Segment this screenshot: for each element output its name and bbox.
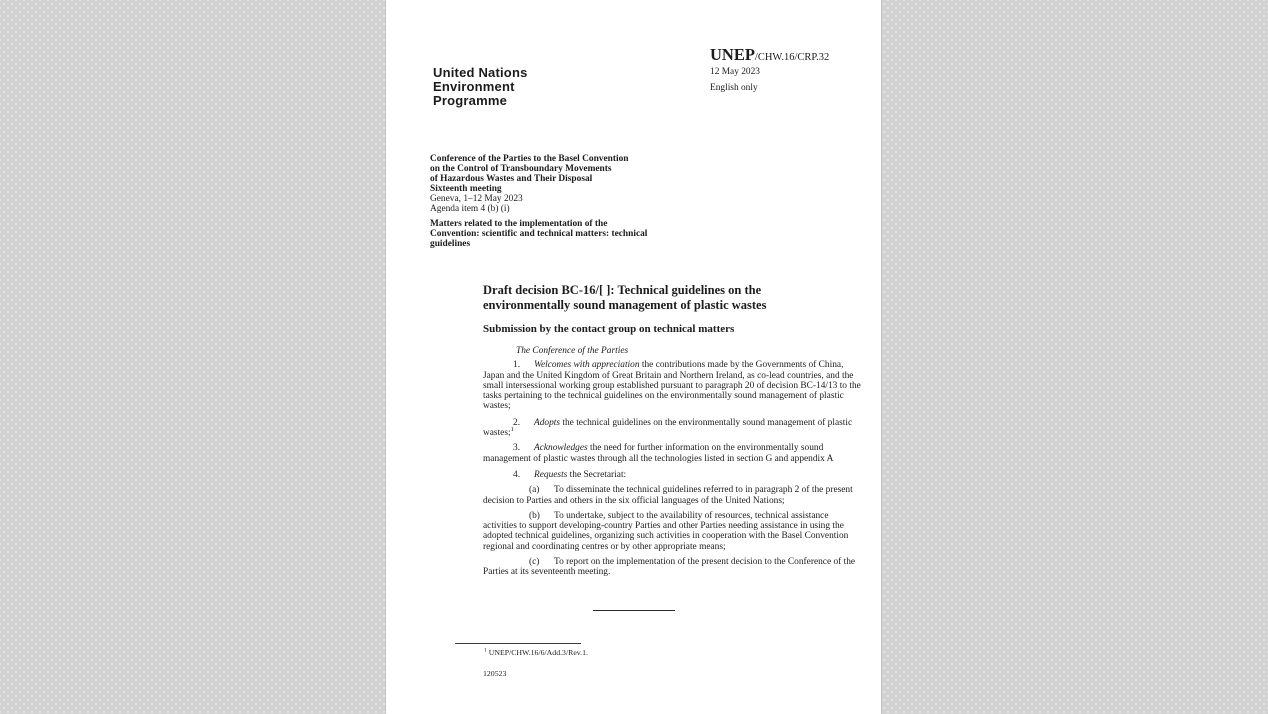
document-language: English only — [710, 83, 758, 93]
decision-paragraph-1 — [483, 360, 863, 411]
paragraph-text: the technical guidelines on the environmentally sound management of plastic wastes; — [483, 417, 853, 439]
document-page — [385, 0, 882, 714]
document-symbol-org: UNEP — [710, 45, 755, 64]
subparagraph-letter: (a) — [529, 485, 540, 496]
agenda-subject-line: guidelines — [430, 239, 471, 249]
subparagraph-text: To report on the implementation of the present decision to the Conference of the Parties at its seventeenth meeting. — [483, 557, 856, 578]
paragraph-lead: Requests — [534, 469, 568, 480]
document-symbol — [710, 45, 829, 65]
meeting-place-date: Geneva, 1–12 May 2023 — [430, 194, 523, 204]
decision-opening: The Conference of the Parties — [516, 346, 629, 356]
footnote-text: UNEP/CHW.16/6/Add.3/Rev.1. — [486, 648, 588, 657]
decision-paragraph-4 — [483, 470, 863, 480]
decision-subtitle: Submission by the contact group on technical matters — [483, 323, 735, 335]
subparagraph-text: To undertake, subject to the availability of resources, technical assistance activities to support developing-country Parties and other Parties needing assistance in using the adopted technical guidelines, organizing such activities in cooperation with the Basel Convention regional and coordinating centres or by other appropriate means; — [483, 510, 849, 552]
meeting-line: on the Control of Transboundary Movements — [430, 164, 612, 174]
paragraph-number: 2. — [513, 417, 521, 428]
paragraph-lead: Adopts — [534, 417, 561, 428]
meeting-block — [430, 154, 690, 249]
paragraph-lead: Welcomes with appreciation — [534, 360, 640, 371]
paragraph-lead: Acknowledges — [534, 443, 588, 454]
org-name-line: Environment — [433, 79, 515, 94]
decision-paragraph-3 — [483, 443, 863, 464]
paragraph-number: 4. — [513, 469, 521, 480]
paragraph-text: the need for further information on the environmentally sound management of plastic wastes through all the technologies listed in section G and appendix A — [483, 443, 834, 464]
org-name — [433, 66, 528, 108]
agenda-item: Agenda item 4 (b) (i) — [430, 204, 510, 214]
document-id-footer: 120523 — [483, 669, 507, 678]
document-date: 12 May 2023 — [710, 67, 760, 77]
agenda-subject — [430, 219, 690, 249]
subparagraph-letter: (c) — [529, 557, 540, 568]
decision-paragraph-2 — [483, 418, 863, 439]
decision-subparagraph-b — [483, 511, 863, 552]
meeting-line: Conference of the Parties to the Basel Convention — [430, 154, 629, 164]
document-symbol-number: /CHW.16/CRP.32 — [754, 52, 830, 63]
agenda-subject-line: Matters related to the implementation of the — [430, 219, 608, 229]
org-name-line: United Nations — [433, 65, 528, 80]
decision-title-line: environmentally sound management of plastic wastes — [483, 298, 767, 312]
subparagraph-text: To disseminate the technical guidelines referred to in paragraph 2 of the present decision to Parties and others in the six official languages of the United Nations; — [483, 485, 853, 506]
footnote-reference: 1 — [510, 425, 514, 433]
paragraph-text: the contributions made by the Governments of China, Japan and the United Kingdom of Great Britain and Northern Ireland, as co-lead countries, and the small intersessional working group established pursuant to paragraph 20 of decision BC-14/13 to the tasks pertaining to the technical guidelines on the environmentally sound management of plastic wastes; — [483, 360, 861, 412]
paragraph-number: 1. — [513, 360, 521, 371]
org-name-line: Programme — [433, 93, 508, 108]
meeting-name: Sixteenth meeting — [430, 184, 502, 194]
paragraph-text: the Secretariat: — [567, 469, 627, 480]
decision-title-line: Draft decision BC-16/[ ]: Technical guidelines on the — [483, 283, 762, 297]
meeting-line: of Hazardous Wastes and Their Disposal — [430, 174, 593, 184]
footnote-separator-rule — [455, 643, 581, 644]
footnote-number: 1 — [484, 647, 487, 654]
decision-body — [483, 283, 863, 611]
end-of-decision-rule — [593, 610, 675, 611]
paragraph-number: 3. — [513, 443, 521, 454]
decision-subparagraph-a — [483, 485, 863, 506]
footnote — [484, 648, 588, 657]
agenda-subject-line: Convention: scientific and technical matters: technical — [430, 229, 648, 239]
subparagraph-letter: (b) — [529, 510, 540, 521]
decision-title — [483, 283, 863, 313]
decision-subparagraph-c — [483, 557, 863, 578]
